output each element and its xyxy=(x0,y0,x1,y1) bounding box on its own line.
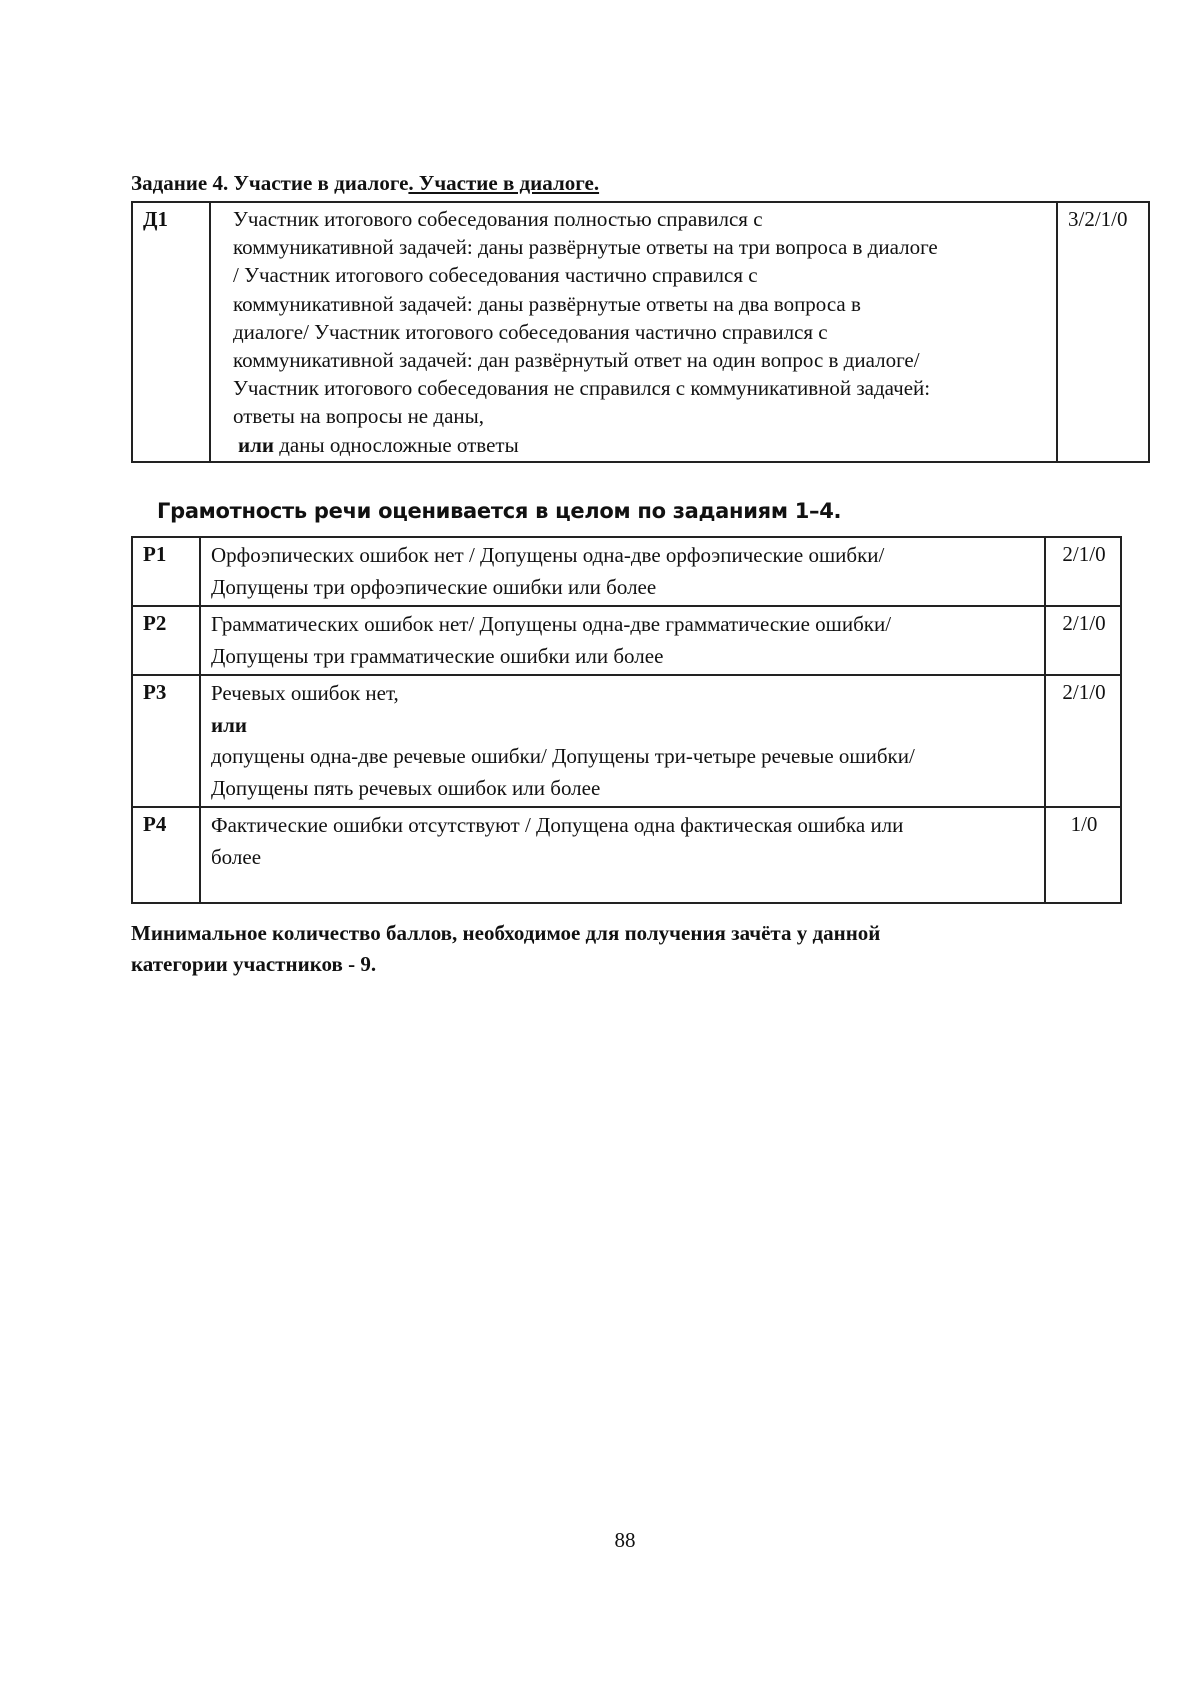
criterion-score: 1/0 xyxy=(1045,807,1121,903)
criterion-code: Д1 xyxy=(132,202,210,462)
criterion-description xyxy=(200,537,1045,606)
or-keyword: или xyxy=(211,712,247,737)
literacy-title: Грамотность речи оценивается в целом по заданиям 1–4. xyxy=(157,499,842,523)
criterion-description xyxy=(200,606,1045,675)
description-line: Участник итогового собеседования полностью справился с xyxy=(233,207,763,231)
description-line: ответы на вопросы не даны, xyxy=(233,404,484,429)
description-line: Речевых ошибок нет, xyxy=(211,681,399,705)
description-line: / Участник итогового собеседования частично справился с xyxy=(233,263,758,288)
description-line: диалоге/ Участник итогового собеседования частично справился с xyxy=(233,319,828,344)
dialogue-criteria-table xyxy=(131,201,1150,463)
table-row xyxy=(132,537,1121,606)
section-title-prefix: Задание 4. Участие в диалоге xyxy=(131,171,409,195)
description-line: Допущены пять речевых ошибок или более xyxy=(211,775,601,800)
criterion-score: 2/1/0 xyxy=(1045,537,1121,606)
description-line xyxy=(233,431,1048,459)
criterion-score: 2/1/0 xyxy=(1045,675,1121,807)
table-row xyxy=(132,807,1121,903)
section-title-underlined: . Участие в диалоге. xyxy=(408,171,600,195)
literacy-criteria-table xyxy=(131,536,1122,904)
table-row xyxy=(132,606,1121,675)
note-line: Минимальное количество баллов, необходимое для получения зачёта у данной xyxy=(131,921,881,945)
description-line: Орфоэпических ошибок нет / Допущены одна-две орфоэпические ошибки/ xyxy=(211,543,885,567)
table-row xyxy=(132,675,1121,807)
description-line: Допущены три орфоэпические ошибки или более xyxy=(211,574,657,599)
minimum-score-note xyxy=(131,918,880,980)
criterion-code: Р1 xyxy=(132,537,200,606)
note-line: категории участников - 9. xyxy=(131,952,377,976)
table-row xyxy=(132,202,1149,462)
criterion-score: 2/1/0 xyxy=(1045,606,1121,675)
description-line: Грамматических ошибок нет/ Допущены одна-две грамматические ошибки/ xyxy=(211,612,892,636)
criterion-code: Р4 xyxy=(132,807,200,903)
criterion-description xyxy=(210,202,1057,462)
criterion-code: Р3 xyxy=(132,675,200,807)
description-line: более xyxy=(211,844,262,869)
description-line: коммуникативной задачей: даны развёрнутые ответы на два вопроса в xyxy=(233,291,861,316)
page-number: 88 xyxy=(614,1528,636,1552)
description-line: Допущены три грамматические ошибки или более xyxy=(211,643,664,668)
criterion-code: Р2 xyxy=(132,606,200,675)
criterion-description xyxy=(200,807,1045,903)
criterion-description xyxy=(200,675,1045,807)
description-text: даны односложные ответы xyxy=(273,432,519,457)
description-line: Фактические ошибки отсутствуют / Допущена одна фактическая ошибка или xyxy=(211,813,904,837)
description-line: допущены одна-две речевые ошибки/ Допущены три-четыре речевые ошибки/ xyxy=(211,744,915,768)
criterion-score: 3/2/1/0 xyxy=(1057,202,1149,462)
description-line: Участник итогового собеседования не справился с коммуникативной задачей: xyxy=(233,376,931,401)
section-title xyxy=(131,171,599,196)
description-line: коммуникативной задачей: дан развёрнутый ответ на один вопрос в диалоге/ xyxy=(233,348,920,373)
or-keyword: или xyxy=(238,432,274,457)
description-line: коммуникативной задачей: даны развёрнутые ответы на три вопроса в диалоге xyxy=(233,235,938,260)
